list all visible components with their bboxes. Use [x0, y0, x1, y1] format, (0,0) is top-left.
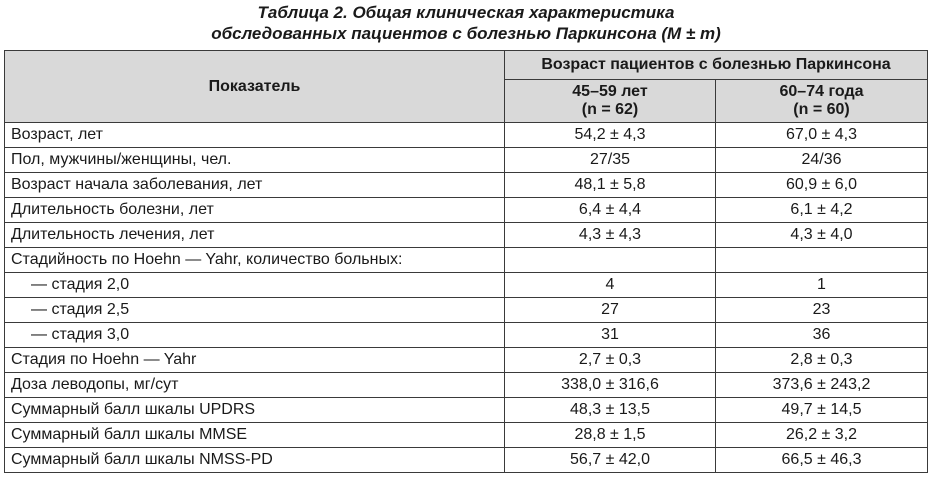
table-body [5, 123, 928, 473]
table-row [5, 298, 928, 323]
caption-line-1: Таблица 2. Общая клиническая характеристика [257, 3, 675, 22]
row-value-45-59: 4 [505, 273, 716, 298]
table-header [5, 51, 928, 123]
row-label: Суммарный балл шкалы MMSE [5, 423, 505, 448]
row-value-45-59: 2,7 ± 0,3 [505, 348, 716, 373]
row-label: — стадия 2,0 [5, 273, 505, 298]
table-row [5, 148, 928, 173]
row-value-60-74: 373,6 ± 243,2 [716, 373, 928, 398]
header-col-60-74-n: (n = 60) [793, 101, 850, 118]
header-col-45-59-n: (n = 62) [581, 101, 639, 118]
header-col-45-59-range: 45–59 лет [572, 83, 648, 100]
caption-line-2: обследованных пациентов с болезнью Паркинсона (M ± m) [211, 24, 721, 43]
table-row [5, 123, 928, 148]
row-label: Пол, мужчины/женщины, чел. [5, 148, 505, 173]
header-indicator: Показатель [5, 51, 505, 123]
table-row [5, 173, 928, 198]
table-row [5, 323, 928, 348]
row-value-45-59: 27 [505, 298, 716, 323]
row-value-45-59: 27/35 [505, 148, 716, 173]
row-label: Длительность болезни, лет [5, 198, 505, 223]
table-row [5, 198, 928, 223]
table-row [5, 448, 928, 473]
row-value-45-59: 54,2 ± 4,3 [505, 123, 716, 148]
row-value-45-59 [505, 248, 716, 273]
row-value-45-59: 4,3 ± 4,3 [505, 223, 716, 248]
row-value-60-74: 67,0 ± 4,3 [716, 123, 928, 148]
row-value-45-59: 6,4 ± 4,4 [505, 198, 716, 223]
row-value-60-74 [716, 248, 928, 273]
header-col-45-59 [505, 80, 716, 123]
row-value-60-74: 6,1 ± 4,2 [716, 198, 928, 223]
clinical-characteristics-table [4, 50, 928, 473]
row-label: Суммарный балл шкалы NMSS-PD [5, 448, 505, 473]
row-label: Возраст, лет [5, 123, 505, 148]
row-value-45-59: 338,0 ± 316,6 [505, 373, 716, 398]
table-row [5, 248, 928, 273]
row-value-45-59: 31 [505, 323, 716, 348]
row-value-60-74: 1 [716, 273, 928, 298]
row-value-60-74: 36 [716, 323, 928, 348]
table-row [5, 348, 928, 373]
table-row [5, 273, 928, 298]
header-col-60-74-range: 60–74 года [779, 83, 864, 100]
row-value-45-59: 48,3 ± 13,5 [505, 398, 716, 423]
row-label: — стадия 3,0 [5, 323, 505, 348]
row-label: Стадия по Hoehn — Yahr [5, 348, 505, 373]
row-value-60-74: 4,3 ± 4,0 [716, 223, 928, 248]
row-label: Длительность лечения, лет [5, 223, 505, 248]
row-value-60-74: 26,2 ± 3,2 [716, 423, 928, 448]
table-row [5, 223, 928, 248]
table-row [5, 373, 928, 398]
row-label: Стадийность по Hoehn — Yahr, количество больных: [5, 248, 505, 273]
row-value-60-74: 60,9 ± 6,0 [716, 173, 928, 198]
row-value-45-59: 28,8 ± 1,5 [505, 423, 716, 448]
table-row [5, 398, 928, 423]
row-value-60-74: 49,7 ± 14,5 [716, 398, 928, 423]
row-label: Доза леводопы, мг/сут [5, 373, 505, 398]
row-value-60-74: 2,8 ± 0,3 [716, 348, 928, 373]
row-value-60-74: 24/36 [716, 148, 928, 173]
header-age-group: Возраст пациентов с болезнью Паркинсона [505, 51, 928, 80]
header-col-60-74 [716, 80, 928, 123]
table-row [5, 423, 928, 448]
row-label: Возраст начала заболевания, лет [5, 173, 505, 198]
row-value-60-74: 23 [716, 298, 928, 323]
row-value-60-74: 66,5 ± 46,3 [716, 448, 928, 473]
table-caption [0, 0, 932, 50]
row-label: Суммарный балл шкалы UPDRS [5, 398, 505, 423]
row-label: — стадия 2,5 [5, 298, 505, 323]
row-value-45-59: 48,1 ± 5,8 [505, 173, 716, 198]
row-value-45-59: 56,7 ± 42,0 [505, 448, 716, 473]
